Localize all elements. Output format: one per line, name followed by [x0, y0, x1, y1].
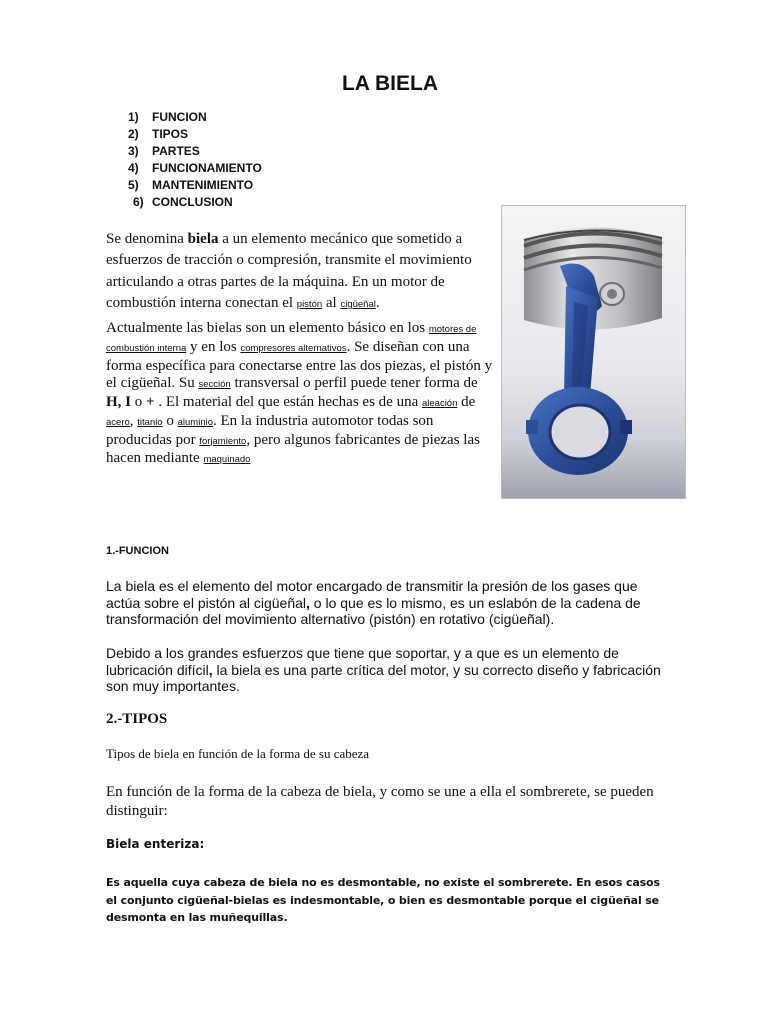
text: Actualmente las bielas son un elemento básico en los — [106, 320, 429, 336]
toc-item — [128, 143, 262, 160]
tipos-subtitle: Tipos de biela en función de la forma de su cabeza — [106, 746, 370, 761]
table-of-contents — [128, 109, 262, 211]
text: . En la industria automotor todas son producidas por — [106, 412, 434, 448]
text: o — [131, 394, 147, 410]
text: , pero algunos fabricantes de piezas las hacen mediante — [106, 431, 480, 467]
toc-number: 3) — [128, 144, 139, 158]
section-heading-tipos: 2.-TIPOS — [106, 711, 168, 727]
biela-enteriza-text: Es aquella cuya cabeza de biela no es desmontable, no existe el sombrerete. En esos casos el conjunto cigüeñal-bielas es indesmontable, o bien es desmontable porque el cigüeñal se desmonta en las muñequillas. — [106, 876, 660, 924]
bold-comma: , — [208, 661, 213, 678]
text: , — [129, 412, 138, 429]
link-aleacion[interactable]: aleación — [421, 398, 458, 409]
link-piston[interactable]: pistón — [296, 298, 323, 310]
toc-number: 5) — [128, 178, 139, 192]
link-acero[interactable]: acero — [106, 416, 130, 428]
toc-label: PARTES — [152, 144, 200, 158]
bold-term: H, I — [106, 394, 132, 410]
text: o lo que es lo mismo, es un eslabón de la cadena de transformación del movimiento alternativo (pistón) en rotativo (cigüeñal). — [106, 594, 641, 627]
text: de — [457, 394, 476, 410]
toc-number: 6) — [133, 195, 144, 209]
biela-enteriza-heading: Biela enteriza: — [106, 837, 205, 851]
toc-number: 2) — [128, 127, 139, 141]
funcion-paragraph-2 — [106, 645, 666, 695]
link-seccion[interactable]: sección — [198, 379, 231, 391]
link-motores-combustion[interactable]: motores de combustión interna — [106, 324, 477, 354]
text: la biela es una parte crítica del motor, y su correcto diseño y fabricación son muy importantes. — [106, 661, 661, 694]
toc-item — [128, 160, 262, 177]
text: Se denomina — [106, 231, 188, 247]
intro-paragraph-2 — [106, 320, 496, 469]
text: al — [322, 294, 341, 311]
bold-comma: , — [306, 594, 310, 611]
link-compresores[interactable]: compresores alternativos — [240, 342, 347, 354]
toc-item — [128, 126, 262, 143]
toc-label: CONCLUSION — [152, 195, 233, 209]
link-maquinado[interactable]: maquinado — [203, 454, 251, 466]
toc-number: 4) — [128, 161, 139, 175]
page-title: LA BIELA — [341, 72, 439, 95]
text: . — [375, 294, 380, 311]
link-titanio[interactable]: titanio — [137, 416, 163, 428]
toc-number: 1) — [128, 110, 139, 124]
text: Debido a los grandes esfuerzos que tiene que soportar, y a que es un elemento de lubricación difícil — [106, 645, 619, 678]
toc-label: MANTENIMIENTO — [152, 178, 254, 192]
text: o — [162, 412, 178, 429]
connecting-rod-icon — [502, 206, 685, 498]
intro-paragraph-1 — [106, 229, 496, 315]
text: La biela es el elemento del motor encargado de transmitir la presión de los gases que actúa sobre el pistón al cigüeñal — [106, 578, 638, 611]
text: . El material del que están hechas es de una — [154, 394, 422, 410]
toc-label: FUNCIONAMIENTO — [152, 161, 262, 175]
connecting-rod-photo — [501, 205, 686, 499]
funcion-paragraph-1 — [106, 578, 666, 628]
toc-label: FUNCION — [152, 110, 207, 124]
text: a un elemento mecánico que sometido a esfuerzos de tracción o compresión, transmite el movimiento articulando a otras partes de la máquina. En un motor de combustión interna conectan el — [106, 231, 472, 311]
bold-term: biela — [187, 231, 219, 247]
link-forjamiento[interactable]: forjamiento — [199, 435, 247, 447]
link-ciguenal[interactable]: cigüeñal — [340, 298, 376, 310]
toc-item — [128, 177, 262, 194]
bold-term: + — [146, 394, 155, 410]
section-heading-funcion: 1.-FUNCION — [106, 545, 169, 557]
text: . Se diseñan con una forma específica para conectarse entre las dos piezas, el pistón y el cigüeñal. Su — [106, 338, 493, 392]
toc-item — [133, 194, 262, 211]
link-aluminio[interactable]: aluminio — [177, 416, 214, 428]
text: y en los — [186, 338, 241, 355]
tipos-paragraph: En función de la forma de la cabeza de biela, y como se une a ella el sombrerete, se pueden distinguir: — [106, 784, 654, 819]
toc-label: TIPOS — [152, 127, 189, 141]
toc-item — [128, 109, 262, 126]
text: transversal o perfil puede tener forma de — [230, 375, 478, 392]
